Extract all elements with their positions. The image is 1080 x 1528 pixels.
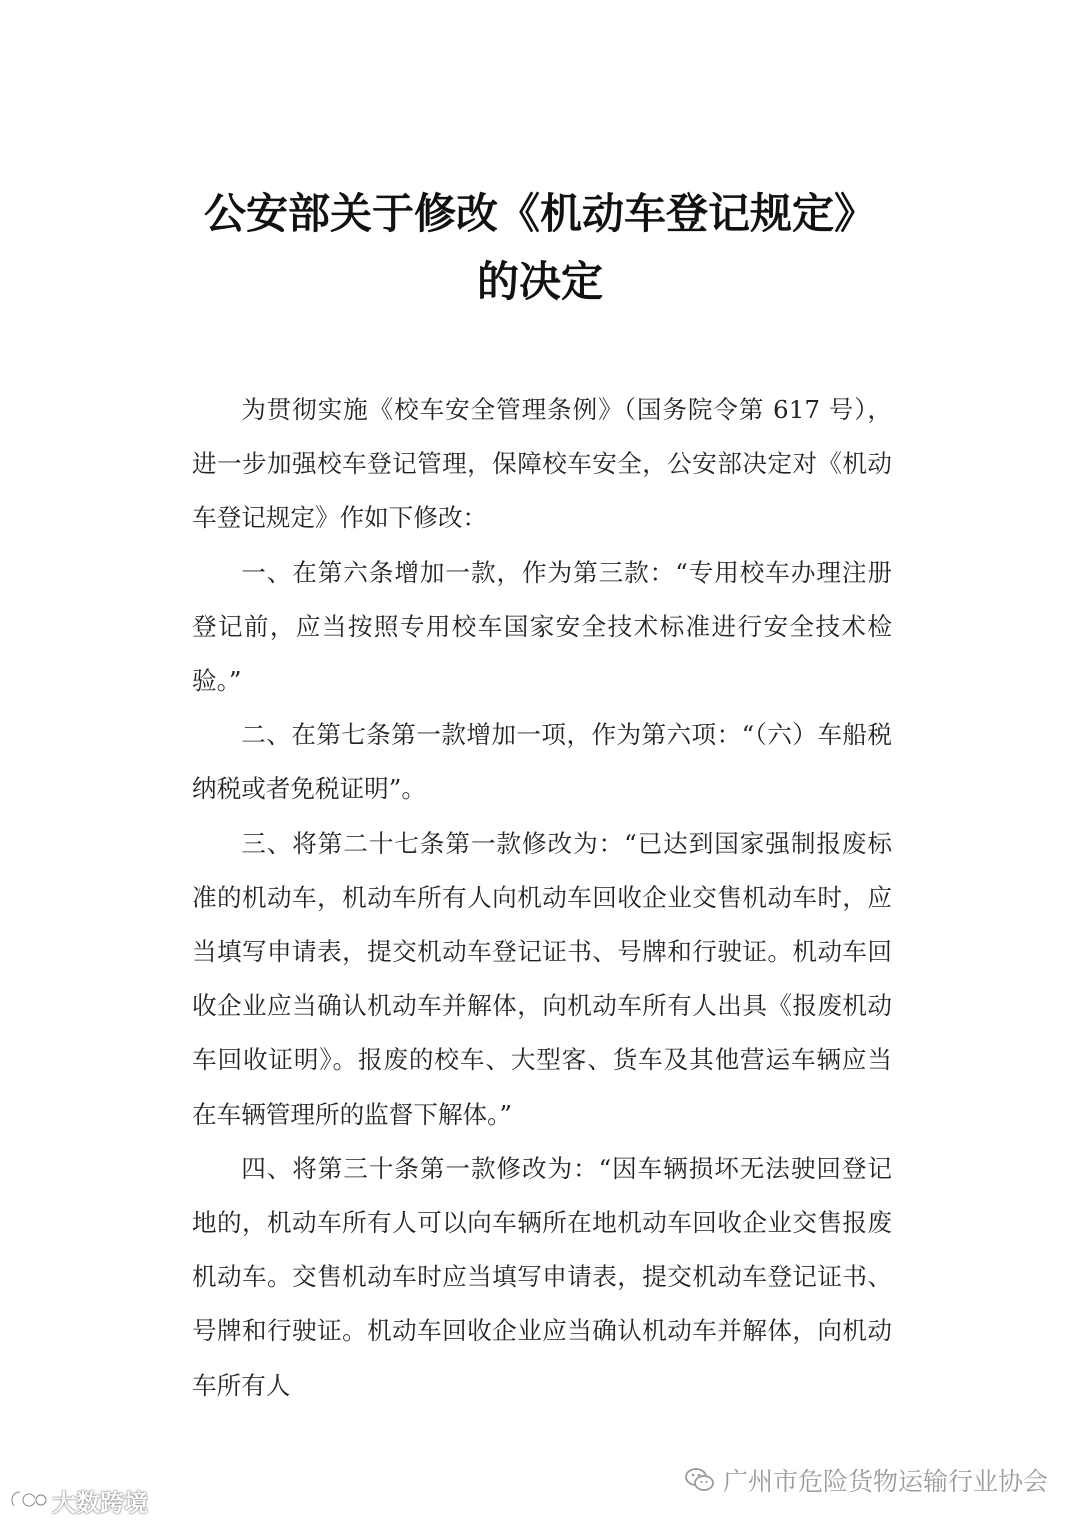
watermark-brand-text: 大数跨境 — [52, 1488, 148, 1517]
paragraph-item-4: 四、将第三十条第一款修改为：“因车辆损坏无法驶回登记地的，机动车所有人可以向车辆所在地机动车回收企业交售报废机动车。交售机动车时应当填写申请表，提交机动车登记证书、号牌和行驶证。机动车回收企业应当确认机动车并解体，向机动车所有人 — [192, 1153, 892, 1400]
paragraph-intro: 为贯彻实施《校车安全管理条例》（国务院令第 617 号），进一步加强校车登记管理，保障校车安全，公安部决定对《机动车登记规定》作如下修改： — [192, 395, 892, 533]
watermark-brand — [8, 1480, 148, 1520]
logo-icon — [8, 1486, 48, 1514]
document-body — [192, 383, 892, 1413]
wechat-icon — [685, 1467, 715, 1493]
title-line-1: 公安部关于修改《机动车登记规定》 — [203, 189, 876, 238]
watermark-association — [685, 1460, 1048, 1500]
title-line-2: 的决定 — [476, 257, 603, 306]
paragraph-item-1: 一、在第六条增加一款，作为第三款：“专用校车办理注册登记前，应当按照专用校车国家安全技术标准进行安全技术检验。” — [192, 557, 892, 696]
document-title — [0, 180, 1080, 316]
watermark-association-text: 广州市危险货物运输行业协会 — [722, 1467, 1048, 1496]
paragraph-item-3: 三、将第二十七条第一款修改为：“已达到国家强制报废标准的机动车，机动车所有人向机动车回收企业交售机动车时，应当填写申请表，提交机动车登记证书、号牌和行驶证。机动车回收企业应当确认机动车并解体，向机动车所有人出具《报废机动车回收证明》。报废的校车、大型客、货车及其他营运车辆应当在车辆管理所的监督下解体。” — [192, 828, 892, 1129]
paragraph-item-2: 二、在第七条第一款增加一项，作为第六项：“（六）车船税纳税或者免税证明”。 — [192, 720, 892, 804]
